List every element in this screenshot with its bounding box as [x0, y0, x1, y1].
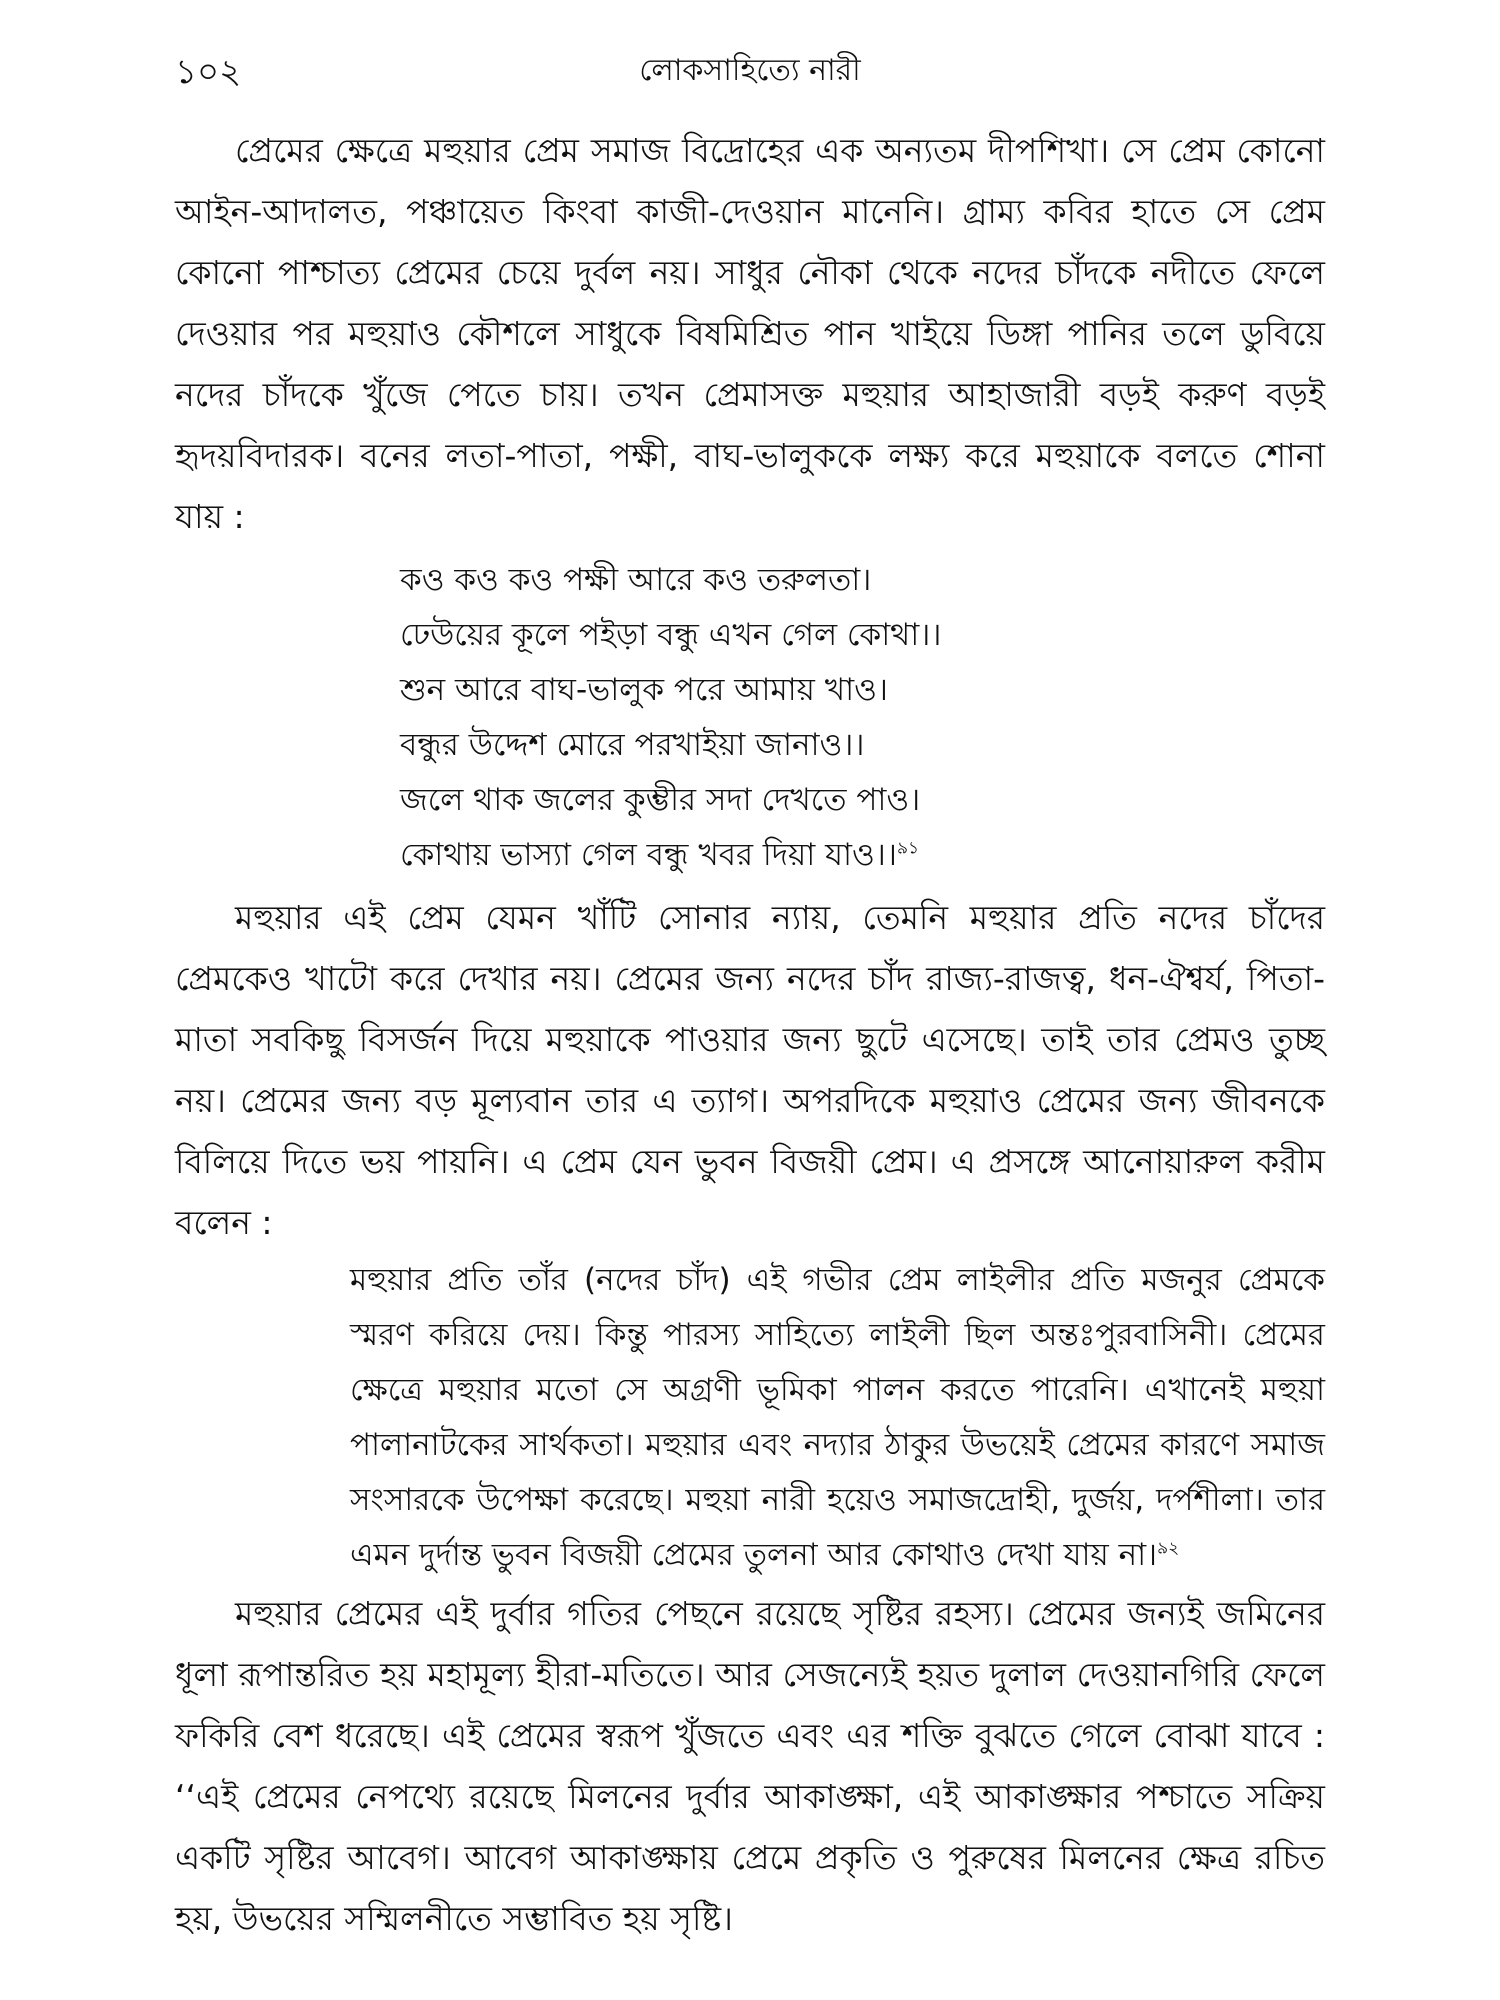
verse-line-text: কোথায় ভাস্যা গেল বন্ধু খবর দিয়া যাও।।	[400, 837, 897, 873]
verse-line-last	[400, 828, 1325, 883]
verse-line: কও কও কও পক্ষী আরে কও তরুলতা।	[400, 562, 872, 598]
block-quote-text: মহুয়ার প্রতি তাঁর (নদের চাঁদ) এই গভীর প্রেম লাইলীর প্রতি মজনুর প্রেমকে স্মরণ করিয়ে দেয়। কিন্তু পারস্য সাহিত্যে লাইলী ছিল অন্তঃপুরবাসিনী। প্রেমের ক্ষেত্রে মহুয়ার মতো সে অগ্রণী ভূমিকা পালন করতে পারেনি। এখানেই মহুয়া পালানাটকের সার্থকতা। মহুয়ার এবং নদ্যার ঠাকুর উভয়েই প্রেমের কারণে সমাজ সংসারকে উপেক্ষা করেছে। মহুয়া নারী হয়েও সমাজদ্রোহী, দুর্জয়, দর্পশীলা। তার এমন দুর্দান্ত ভুবন বিজয়ী প্রেমের তুলনা আর কোথাও দেখা যায় না।	[350, 1262, 1325, 1573]
footnote-marker: ৯১	[896, 838, 920, 859]
page-header	[175, 40, 1325, 100]
footnote-marker: ৯২	[1157, 1538, 1180, 1559]
page-number: ১০২	[175, 52, 242, 92]
body-text	[175, 120, 1325, 1949]
running-title: লোকসাহিত্যে নারী	[639, 53, 861, 88]
paragraph-1: প্রেমের ক্ষেত্রে মহুয়ার প্রেম সমাজ বিদ্রোহের এক অন্যতম দীপশিখা। সে প্রেম কোনো আইন-আদালত, পঞ্চায়েত কিংবা কাজী-দেওয়ান মানেনি। গ্রাম্য কবির হাতে সে প্রেম কোনো পাশ্চাত্য প্রেমের চেয়ে দুর্বল নয়। সাধুর নৌকা থেকে নদের চাঁদকে নদীতে ফেলে দেওয়ার পর মহুয়াও কৌশলে সাধুকে বিষমিশ্রিত পান খাইয়ে ডিঙ্গা পানির তলে ডুবিয়ে নদের চাঁদকে খুঁজে পেতে চায়। তখন প্রেমাসক্ত মহুয়ার আহাজারী বড়ই করুণ বড়ই হৃদয়বিদারক। বনের লতা-পাতা, পক্ষী, বাঘ-ভালুককে লক্ষ্য করে মহুয়াকে বলতে শোনা যায় :	[175, 131, 1325, 536]
paragraph-2: মহুয়ার এই প্রেম যেমন খাঁটি সোনার ন্যায়, তেমনি মহুয়ার প্রতি নদের চাঁদের প্রেমকেও খাটো করে দেখার নয়। প্রেমের জন্য নদের চাঁদ রাজ্য-রাজত্ব, ধন-ঐশ্বর্য, পিতা-মাতা সবকিছু বিসর্জন দিয়ে মহুয়াকে পাওয়ার জন্য ছুটে এসেছে। তাই তার প্রেমও তুচ্ছ নয়। প্রেমের জন্য বড় মূল্যবান তার এ ত্যাগ। অপরদিকে মহুয়াও প্রেমের জন্য জীবনকে বিলিয়ে দিতে ভয় পায়নি। এ প্রেম যেন ভুবন বিজয়ী প্রেম। এ প্রসঙ্গে আনোয়ারুল করীম বলেন :	[175, 898, 1325, 1242]
verse-line: বন্ধুর উদ্দেশ মোরে পরখাইয়া জানাও।।	[400, 727, 865, 763]
verse-line: শুন আরে বাঘ-ভালুক পরে আমায় খাও।	[400, 672, 889, 708]
verse-line: ঢেউয়ের কূলে পইড়া বন্ধু এখন গেল কোথা।।	[400, 617, 942, 653]
block-quote	[350, 1253, 1325, 1583]
verse-block	[400, 553, 1325, 883]
verse-line: জলে থাক জলের কুম্ভীর সদা দেখতে পাও।	[400, 782, 921, 818]
paragraph-3: মহুয়ার প্রেমের এই দুর্বার গতির পেছনে রয়েছে সৃষ্টির রহস্য। প্রেমের জন্যই জমিনের ধূলা রূপান্তরিত হয় মহামূল্য হীরা-মতিতে। আর সেজন্যেই হয়ত দুলাল দেওয়ানগিরি ফেলে ফকিরি বেশ ধরেছে। এই প্রেমের স্বরূপ খুঁজতে এবং এর শক্তি বুঝতে গেলে বোঝা যাবে : ‘‘এই প্রেমের নেপথ্যে রয়েছে মিলনের দুর্বার আকাঙ্ক্ষা, এই আকাঙ্ক্ষার পশ্চাতে সক্রিয় একটি সৃষ্টির আবেগ। আবেগ আকাঙ্ক্ষায় প্রেমে প্রকৃতি ও পুরুষের মিলনের ক্ষেত্র রচিত হয়, উভয়ের সম্মিলনীতে সম্ভাবিত হয় সৃষ্টি।	[175, 1594, 1325, 1938]
